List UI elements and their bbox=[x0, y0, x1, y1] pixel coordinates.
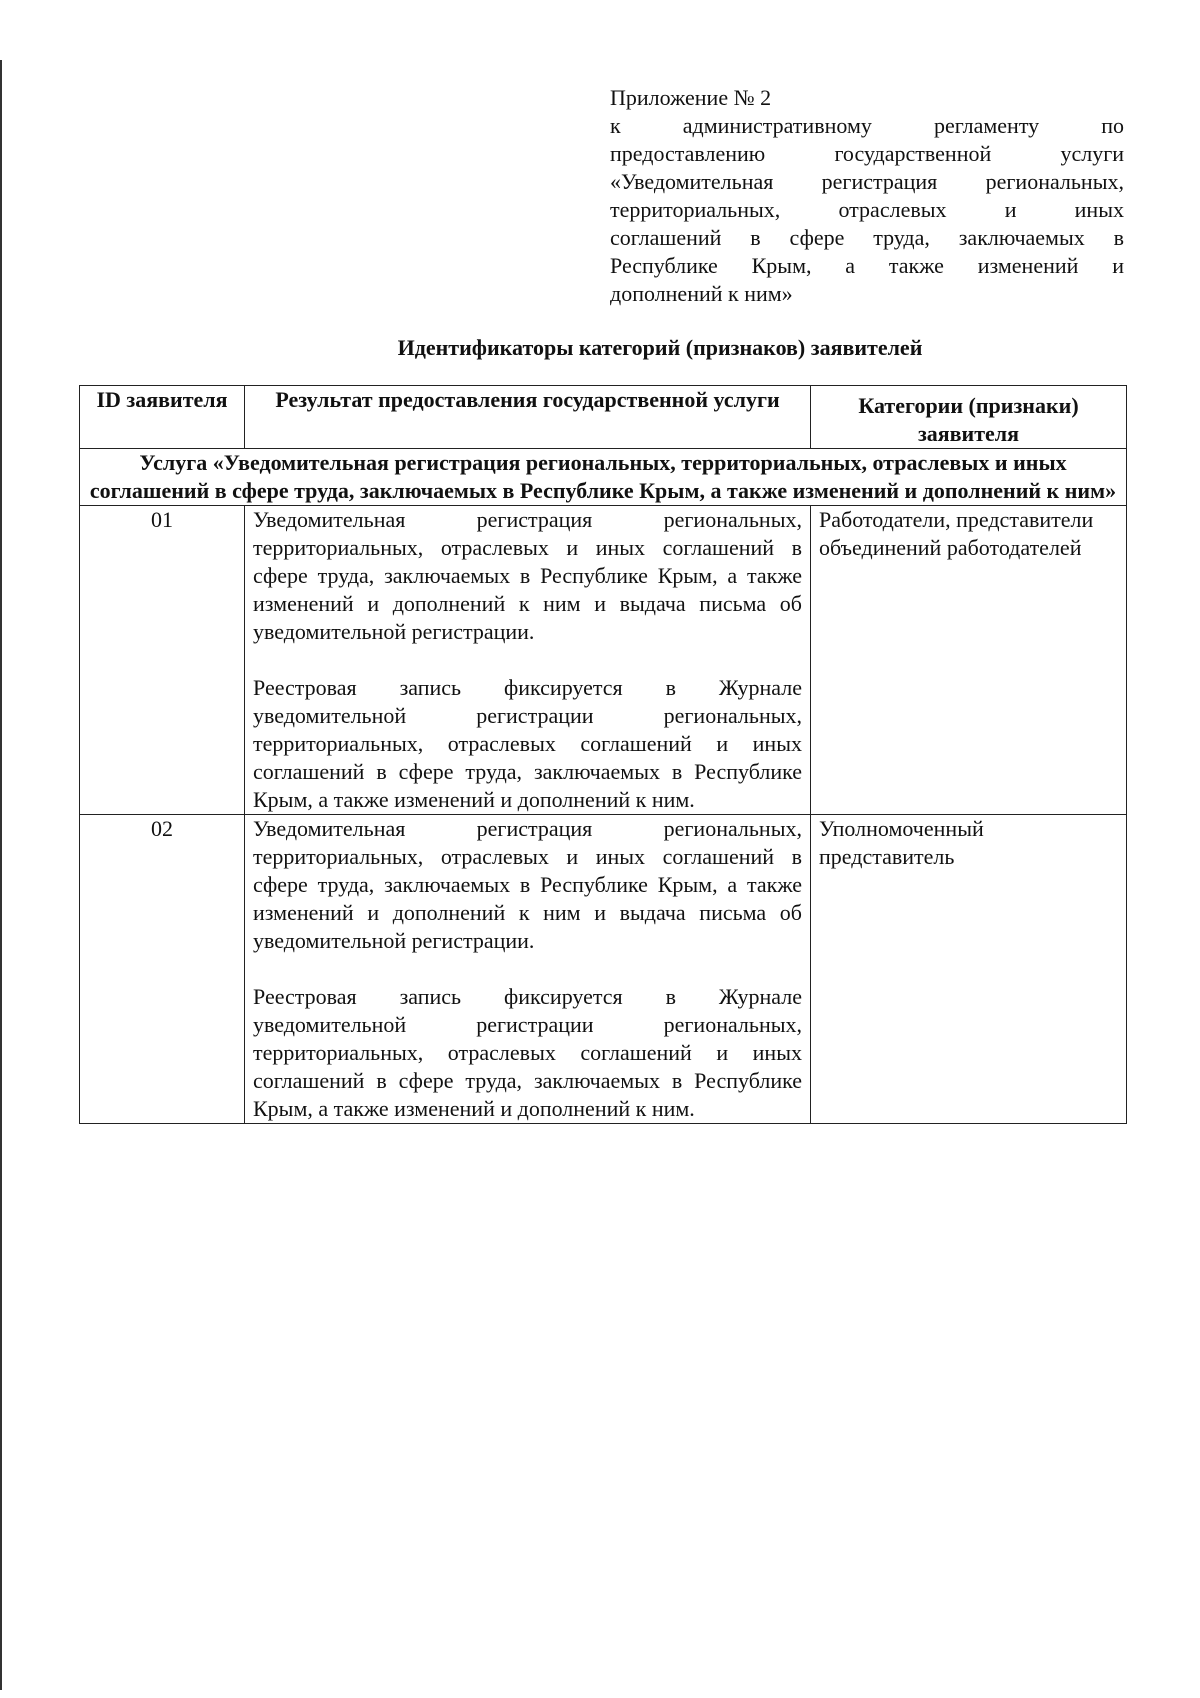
header-applicant-id: ID заявителя bbox=[80, 386, 245, 449]
scan-edge-line bbox=[0, 60, 2, 1690]
appendix-line: дополнений к ним» bbox=[610, 281, 793, 306]
appendix-line: Республике Крым, а также изменений и bbox=[610, 253, 1124, 278]
service-name: Услуга «Уведомительная регистрация региональных, территориальных, отраслевых и иных соглашений в сфере труда, заключаемых в Республике Крым, а также изменений и дополнений к ним» bbox=[80, 449, 1127, 506]
result-paragraph: Реестровая запись фиксируется в Журнале уведомительной регистрации региональных, территориальных, отраслевых соглашений и иных соглашений в сфере труда, заключаемых в Республике Крым, а также изменений и дополнений к ним. bbox=[253, 984, 802, 1121]
table-row bbox=[80, 815, 1127, 1124]
applicant-category: Уполномоченный представитель bbox=[811, 815, 1127, 1124]
appendix-note bbox=[610, 84, 1124, 308]
appendix-line: предоставлению государственной услуги bbox=[610, 141, 1124, 166]
applicant-categories-table bbox=[79, 385, 1127, 1124]
service-result bbox=[245, 815, 811, 1124]
appendix-line: соглашений в сфере труда, заключаемых в bbox=[610, 225, 1124, 250]
applicant-id: 01 bbox=[80, 506, 245, 815]
document-title: Идентификаторы категорий (признаков) заявителей bbox=[397, 335, 923, 360]
appendix-line: к административному регламенту по bbox=[610, 113, 1124, 138]
service-result bbox=[245, 506, 811, 815]
appendix-line: Приложение № 2 bbox=[610, 85, 772, 110]
table-header-row bbox=[80, 386, 1127, 449]
applicant-category: Работодатели, представители объединений работодателей bbox=[811, 506, 1127, 815]
appendix-line: «Уведомительная регистрация региональных, bbox=[610, 169, 1124, 194]
result-paragraph: Реестровая запись фиксируется в Журнале уведомительной регистрации региональных, территориальных, отраслевых соглашений и иных соглашений в сфере труда, заключаемых в Республике Крым, а также изменений и дополнений к ним. bbox=[253, 675, 802, 812]
header-service-result: Результат предоставления государственной услуги bbox=[245, 386, 811, 449]
appendix-line: территориальных, отраслевых и иных bbox=[610, 197, 1124, 222]
result-paragraph: Уведомительная регистрация региональных, территориальных, отраслевых и иных соглашений в сфере труда, заключаемых в Республике Крым, а также изменений и дополнений к ним и выдача письма об уведомительной регистрации. bbox=[253, 507, 802, 644]
applicant-id: 02 bbox=[80, 815, 245, 1124]
header-applicant-category: Категории (признаки) заявителя bbox=[811, 386, 1127, 449]
table-row bbox=[80, 506, 1127, 815]
service-name-row bbox=[80, 449, 1127, 506]
result-paragraph: Уведомительная регистрация региональных, территориальных, отраслевых и иных соглашений в сфере труда, заключаемых в Республике Крым, а также изменений и дополнений к ним и выдача письма об уведомительной регистрации. bbox=[253, 816, 802, 953]
